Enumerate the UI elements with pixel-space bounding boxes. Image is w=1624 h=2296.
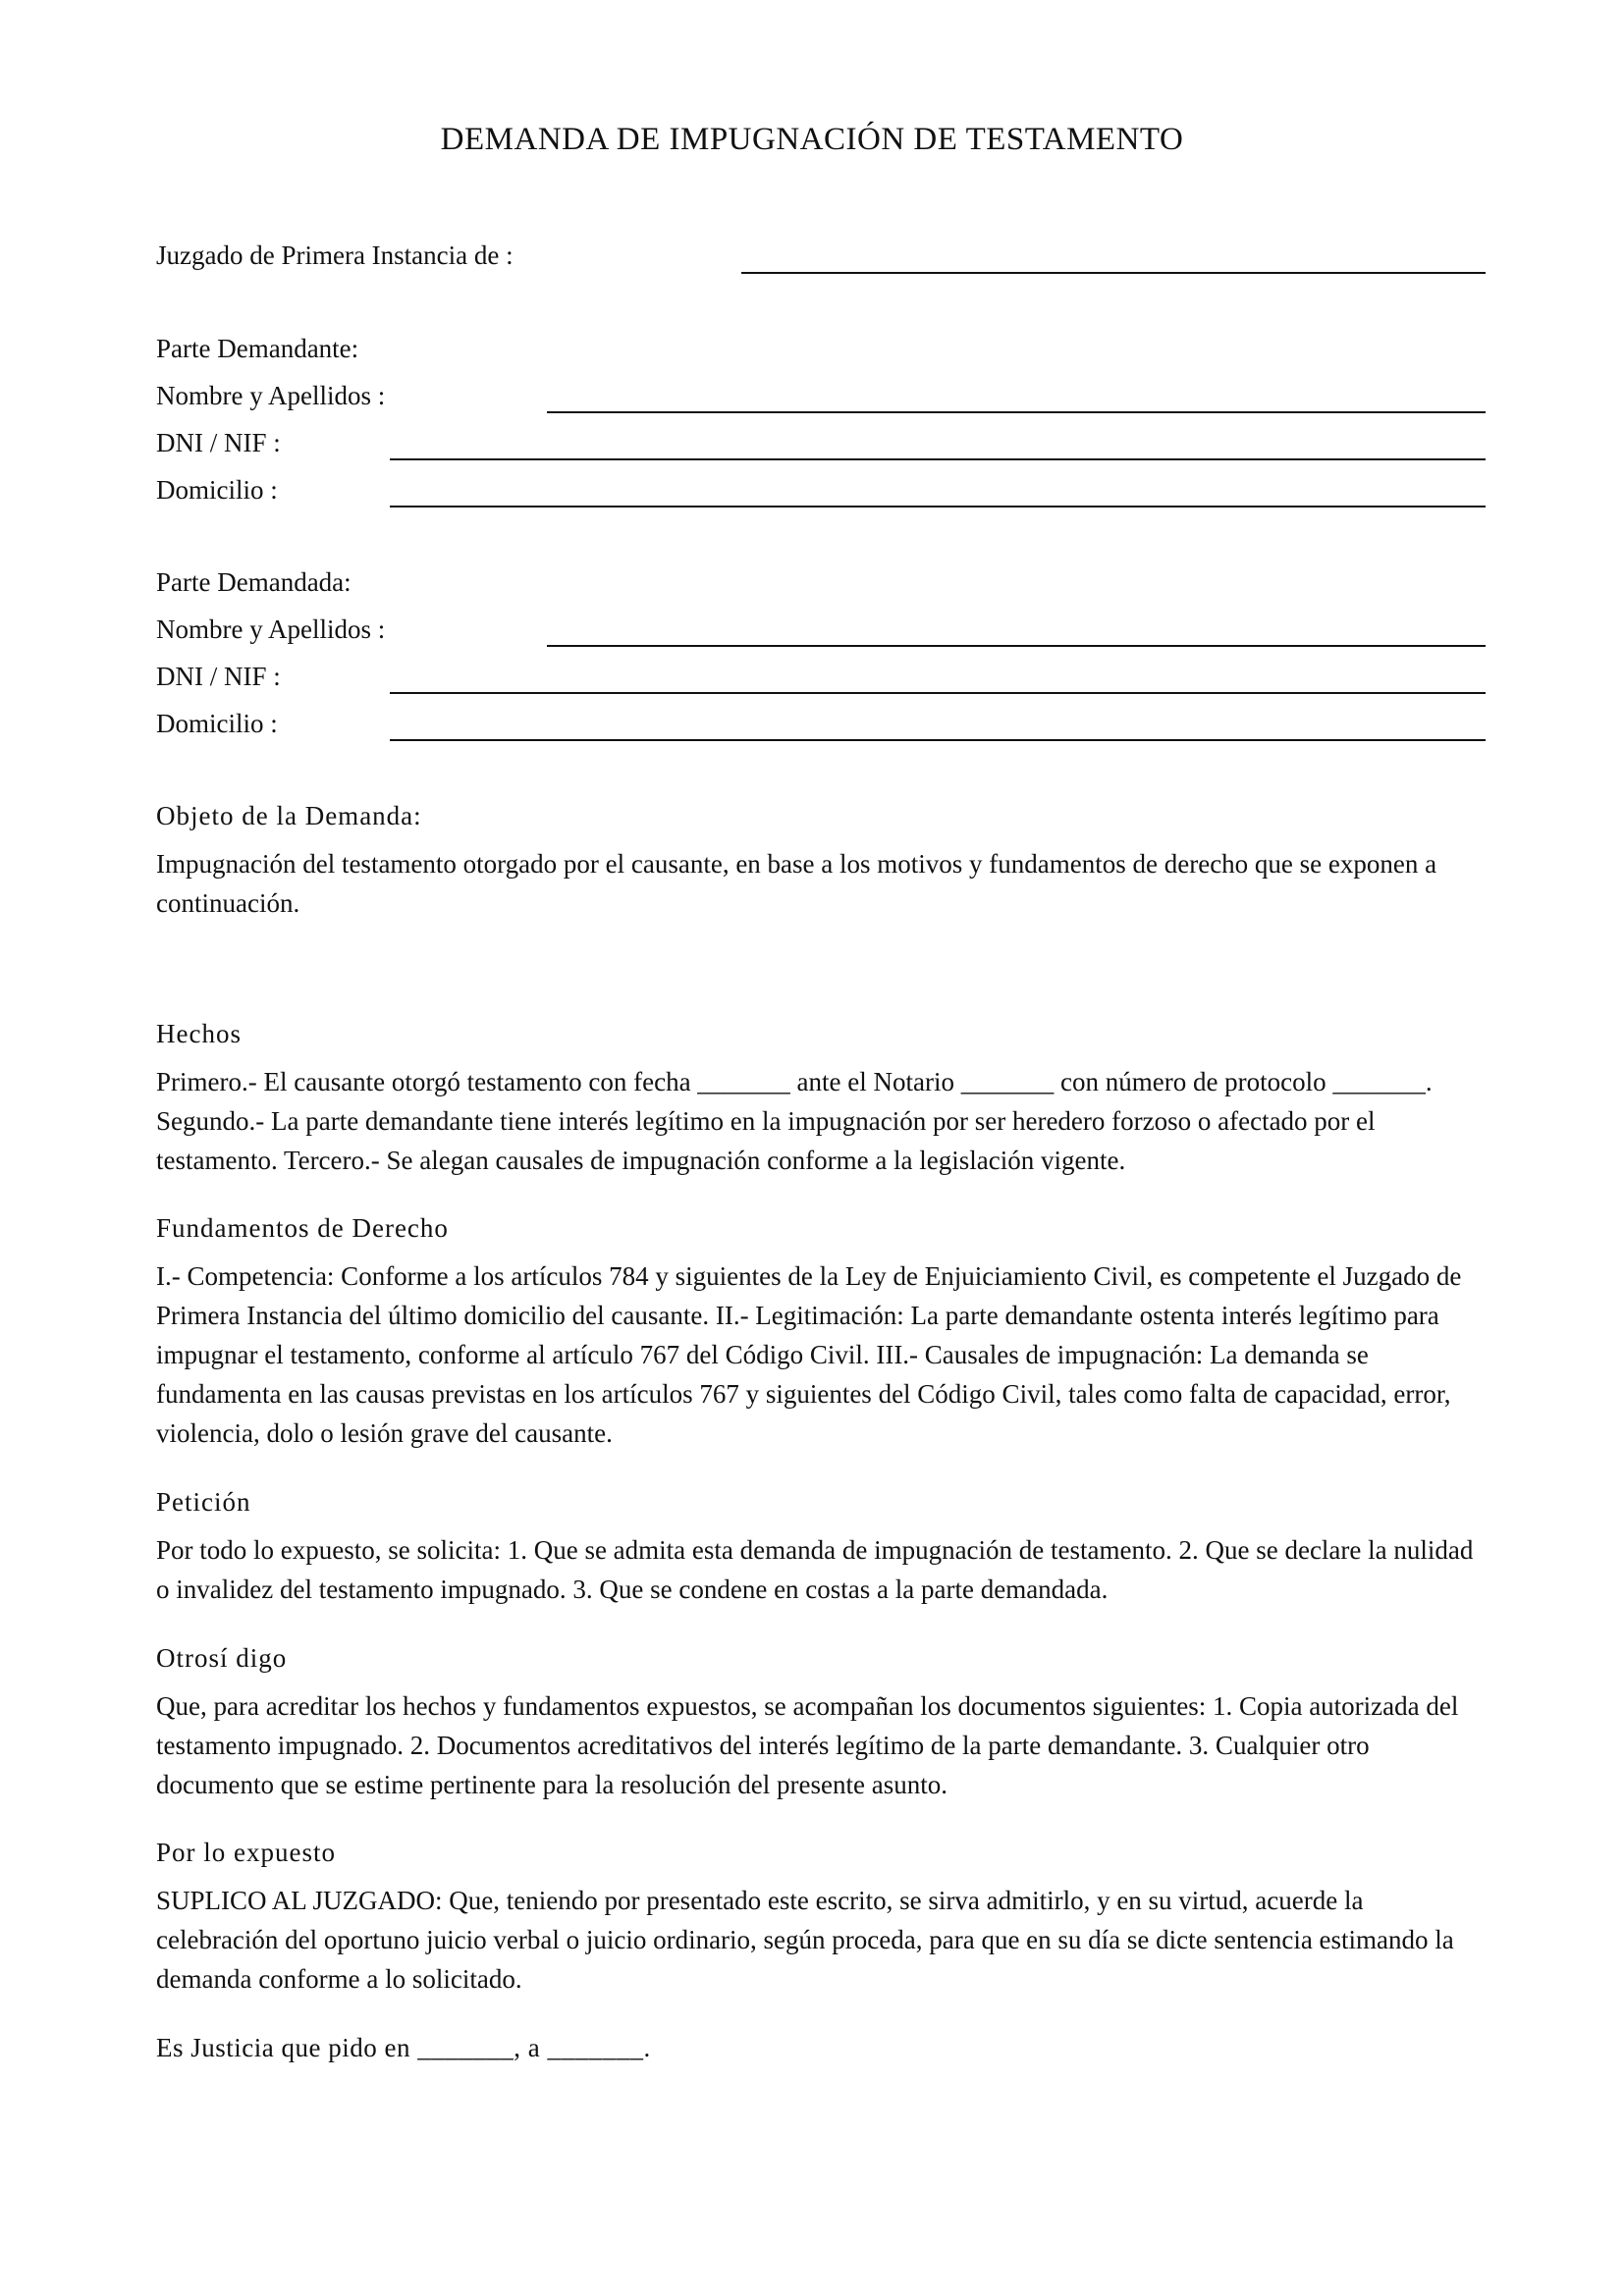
plaintiff-heading: Parte Demandante: xyxy=(156,334,359,363)
defendant-name-label: Nombre y Apellidos : xyxy=(156,614,386,644)
plaintiff-address-field-line[interactable] xyxy=(390,506,1486,507)
document-title: DEMANDA DE IMPUGNACIÓN DE TESTAMENTO xyxy=(440,122,1184,157)
defendant-name-field-line[interactable] xyxy=(547,645,1486,647)
plaintiff-name-label: Nombre y Apellidos : xyxy=(156,381,386,410)
closing-line: Es Justicia que pido en _______, a _______. xyxy=(156,2033,651,2062)
facts-heading: Hechos xyxy=(156,1019,242,1048)
object-heading: Objeto de la Demanda: xyxy=(156,801,422,830)
defendant-heading: Parte Demandada: xyxy=(156,567,352,597)
court-label: Juzgado de Primera Instancia de : xyxy=(156,240,514,270)
object-text: Impugnación del testamento otorgado por el causante, en base a los motivos y fundamentos de derecho que se exponen a continuación. xyxy=(156,849,1437,918)
petition-heading: Petición xyxy=(156,1487,251,1517)
plaintiff-id-field-line[interactable] xyxy=(390,458,1486,460)
defendant-id-field-line[interactable] xyxy=(390,692,1486,694)
law-heading: Fundamentos de Derecho xyxy=(156,1213,449,1243)
plaintiff-address-label: Domicilio : xyxy=(156,475,278,505)
petition-text: Por todo lo expuesto, se solicita: 1. Que se admita esta demanda de impugnación de testamento. 2. Que se declare la nulidad o invalidez del testamento impugnado. 3. Que se condene en costas a la parte demandada. xyxy=(156,1535,1474,1604)
defendant-id-label: DNI / NIF : xyxy=(156,662,281,691)
conclusion-text: SUPLICO AL JUZGADO: Que, teniendo por presentado este escrito, se sirva admitirlo, y en su virtud, acuerde la celebración del oportuno juicio verbal o juicio ordinario, según proceda, para que en su día se dicte sentencia estimando la demanda conforme a lo solicitado. xyxy=(156,1886,1454,1994)
court-field-line[interactable] xyxy=(741,272,1486,274)
defendant-address-field-line[interactable] xyxy=(390,739,1486,741)
facts-text: Primero.- El causante otorgó testamento con fecha _______ ante el Notario _______ con número de protocolo _______. Segundo.- La parte demandante tiene interés legítimo en la impugnación por ser heredero forzoso o afectado por el testamento. Tercero.- Se alegan causales de impugnación conforme a la legislación vigente. xyxy=(156,1067,1433,1175)
conclusion-heading: Por lo expuesto xyxy=(156,1838,336,1867)
otrosi-heading: Otrosí digo xyxy=(156,1643,288,1673)
defendant-address-label: Domicilio : xyxy=(156,709,278,738)
otrosi-text: Que, para acreditar los hechos y fundamentos expuestos, se acompañan los documentos siguientes: 1. Copia autorizada del testamento impugnado. 2. Documentos acreditativos del interés legítimo de la parte demandante. 3. Cualquier otro documento que se estime pertinente para la resolución del presente asunto. xyxy=(156,1691,1459,1799)
law-text: I.- Competencia: Conforme a los artículos 784 y siguientes de la Ley de Enjuiciamiento Civil, es competente el Juzgado de Primera Instancia del último domicilio del causante. II.- Legitimación: La parte demandante ostenta interés legítimo para impugnar el testamento, conforme al artículo 767 del Código Civil. III.- Causales de impugnación: La demanda se fundamenta en las causas previstas en los artículos 767 y siguientes del Código Civil, tales como falta de capacidad, error, violencia, dolo o lesión grave del causante. xyxy=(156,1261,1462,1448)
plaintiff-name-field-line[interactable] xyxy=(547,411,1486,413)
plaintiff-id-label: DNI / NIF : xyxy=(156,428,281,457)
